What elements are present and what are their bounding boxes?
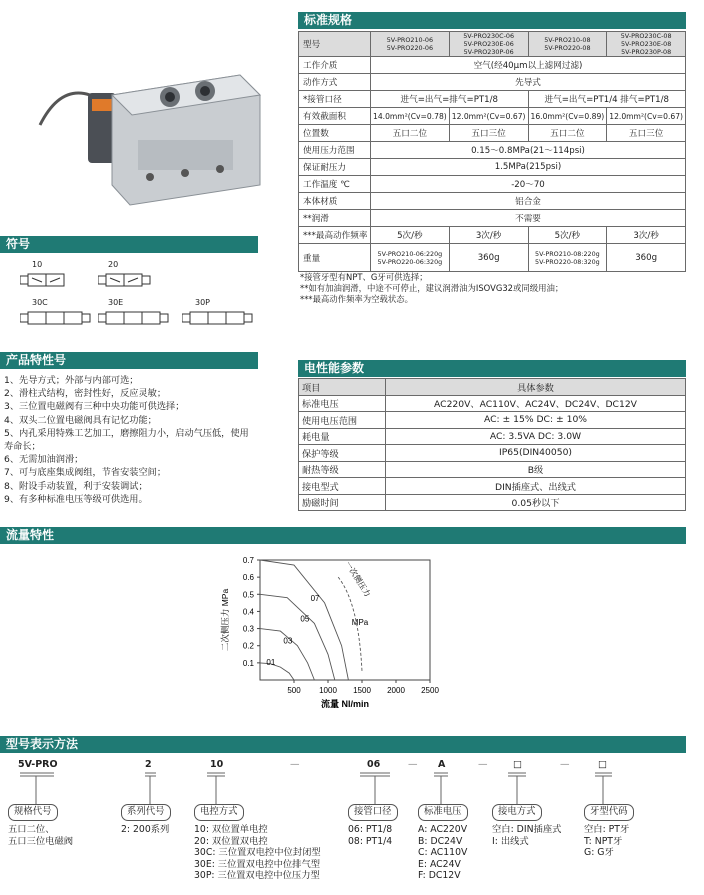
symbol-label: 30E <box>108 298 124 307</box>
electrical-title-bar: 电性能参数 <box>298 360 686 377</box>
model-desc-voltage: A: AC220V B: DC24V C: AC110V E: AC24V F: DC12V <box>418 824 468 882</box>
electrical-table: 项目 具体参数 标准电压 AC220V、AC110V、AC24V、DC24V、DC12V 使用电压范围 AC: ± 15% DC: ± 10% 耗电量 AC: 3.5VA DC: 3.0W 保护等级 IP65(DIN40050) 耐热等级 B级 接电型式 DIN插座式、出线式 励磁时间 0.05秒以下 <box>298 378 686 511</box>
feature-item: 2、滑柱式结构，密封性好，反应灵敏； <box>4 388 167 400</box>
spec-row-lube: **润滑 不需要 <box>299 210 686 227</box>
model-desc-wiring: 空白: DIN插座式 I: 出线式 <box>492 824 562 847</box>
specs-table <box>298 31 686 272</box>
model-desc-control: 10: 双位置单电控 20: 双位置双电控 30C: 三位置双电控中位封闭型 30E: 三位置双电控中位排气型 30P: 三位置双电控中位压力型 <box>194 824 321 882</box>
feature-item: 7、可与底座集成阀组，节省安装空间； <box>4 467 167 479</box>
y-tick-label: 0.2 <box>242 641 254 651</box>
valve-symbol-icon <box>98 270 164 292</box>
model-col-1: 5V-PRO210-06 5V-PRO220-06 <box>371 32 450 57</box>
symbols-title-bar: 符号 <box>0 236 258 253</box>
model-dash: — <box>560 759 570 770</box>
x-tick-label: 2500 <box>421 686 439 695</box>
symbols-panel <box>10 258 260 338</box>
series-label-01: 01 <box>266 658 276 668</box>
elec-row: 保护等级 IP65(DIN40050) <box>299 445 686 462</box>
model-col-4: 5V-PRO230C-08 5V-PRO230E-08 5V-PRO230P-08 <box>607 32 686 57</box>
flow-title-bar: 流量特性 <box>0 527 686 544</box>
x-tick-label: 1500 <box>353 686 371 695</box>
y-tick-label: 0.7 <box>242 556 254 565</box>
specs-header-label: 型号 <box>299 32 371 57</box>
x-tick-label: 500 <box>287 686 301 695</box>
spec-row-temp: 工作温度 ℃ -20～70 <box>299 176 686 193</box>
series-label-05: 05 <box>300 614 310 624</box>
model-desc-series: 2: 200系列 <box>121 824 170 835</box>
spec-row-pressure: 使用压力范围 0.15～0.8MPa(21～114psi) <box>299 142 686 159</box>
feature-item: 5、内孔采用特殊工艺加工，磨擦阻力小，启动气压低，使用 <box>4 427 249 439</box>
feature-item: 寿命长； <box>4 441 41 453</box>
model-desc-spec: 五口二位、 五口三位电磁阀 <box>8 824 74 847</box>
spec-row-proof: 保证耐压力 1.5MPa(215psi) <box>299 159 686 176</box>
series-label-07: 07 <box>310 593 320 603</box>
specs-title-bar: 标准规格 <box>298 12 686 29</box>
model-code: 06 <box>367 759 381 770</box>
spec-row-port: *接管口径 进气=出气=排气=PT1/8 进气=出气=PT1/4 排气=PT1/8 <box>299 91 686 108</box>
flow-chart <box>215 550 465 725</box>
model-code: 2 <box>145 759 152 770</box>
model-dash: — <box>478 759 488 770</box>
elec-row: 使用电压范围 AC: ± 15% DC: ± 10% <box>299 412 686 429</box>
x-tick-label: 2000 <box>387 686 405 695</box>
elec-row: 耗电量 AC: 3.5VA DC: 3.0W <box>299 428 686 445</box>
feature-item: 3、三位置电磁阀有三种中央功能可供选择； <box>4 401 185 413</box>
model-code: 10 <box>210 759 224 770</box>
symbol-label: 10 <box>32 260 43 269</box>
spec-row-action: 动作方式 先导式 <box>299 74 686 91</box>
y-tick-label: 0.6 <box>242 573 254 583</box>
series-line-01 <box>260 663 294 680</box>
model-box-voltage: 标准电压 <box>418 804 468 821</box>
elec-row: 耐热等级 B级 <box>299 461 686 478</box>
model-dash: — <box>408 759 418 770</box>
symbol-label: 30C <box>32 298 48 307</box>
valve-symbol-icon <box>182 308 260 330</box>
y-tick-label: 0.1 <box>242 658 254 668</box>
model-desc-port: 06: PT1/8 08: PT1/4 <box>348 824 393 847</box>
spec-row-position: 位置数 五口二位 五口三位 五口二位 五口三位 <box>299 125 686 142</box>
model-code: □ <box>598 759 607 770</box>
feature-item: 1、先导方式；外部与内部可选； <box>4 375 139 386</box>
specs-header-row <box>299 32 686 57</box>
spec-row-area: 有效截面积 14.0mm²(Cv=0.78) 12.0mm²(Cv=0.67) 16.0mm²(Cv=0.89) 12.0mm²(Cv=0.67) <box>299 108 686 125</box>
x-axis-label: 流量 Nl/min <box>320 699 370 709</box>
model-box-thread: 牙型代码 <box>584 804 634 821</box>
model-code: A <box>438 759 446 770</box>
model-title-bar: 型号表示方法 <box>0 736 686 753</box>
feature-item: 6、无需加油润滑； <box>4 454 84 466</box>
model-col-2: 5V-PRO230C-06 5V-PRO230E-06 5V-PRO230P-06 <box>449 32 528 57</box>
model-box-control: 电控方式 <box>194 804 244 821</box>
model-box-spec: 规格代号 <box>8 804 58 821</box>
model-code: 5V-PRO <box>18 759 58 770</box>
elec-row: 励磁时间 0.05秒以下 <box>299 494 686 511</box>
symbol-label: 20 <box>108 260 119 269</box>
y-axis-label: 二次侧压力 MPa <box>220 588 230 652</box>
features-list <box>4 374 249 506</box>
feature-item: 9、有多种标准电压等级可供选用。 <box>4 493 148 505</box>
valve-symbol-icon <box>20 270 80 292</box>
model-desc-thread: 空白: PT牙 T: NPT牙 G: G牙 <box>584 824 630 859</box>
model-box-wiring: 接电方式 <box>492 804 542 821</box>
valve-product-image <box>20 55 280 220</box>
valve-symbol-icon <box>20 308 98 330</box>
model-box-series: 系列代号 <box>121 804 171 821</box>
spec-row-medium: 工作介质 空气(经40μm以上滤网过滤) <box>299 57 686 74</box>
model-code: □ <box>513 759 522 770</box>
annotation-unit: MPa <box>351 618 369 628</box>
valve-symbol-icon <box>98 308 176 330</box>
spec-row-freq: ***最高动作频率 5次/秒 3次/秒 5次/秒 3次/秒 <box>299 227 686 244</box>
model-code: — <box>290 759 300 770</box>
model-col-3: 5V-PRO210-08 5V-PRO220-08 <box>528 32 607 57</box>
model-diagram <box>0 755 704 895</box>
feature-item: 4、双头二位置电磁阀具有记忆功能； <box>4 414 157 426</box>
model-box-port: 接管口径 <box>348 804 398 821</box>
features-title-bar: 产品特性号 <box>0 352 258 369</box>
y-tick-label: 0.3 <box>242 624 254 634</box>
y-tick-label: 0.5 <box>242 590 254 600</box>
series-label-03: 03 <box>283 636 293 646</box>
model-connector-lines <box>0 771 704 806</box>
elec-row: 标准电压 AC220V、AC110V、AC24V、DC24V、DC12V <box>299 395 686 412</box>
symbol-label: 30P <box>195 298 211 307</box>
elec-row: 接电型式 DIN插座式、出线式 <box>299 478 686 495</box>
spec-row-material: 本体材质 铝合金 <box>299 193 686 210</box>
x-tick-label: 1000 <box>319 686 337 695</box>
annotation-label: 一次侧压力 <box>343 559 373 599</box>
y-tick-label: 0.4 <box>242 607 254 617</box>
spec-row-weight: 重量 5V-PRO210-06:220g 5V-PRO220-06:320g 360g 5V-PRO210-08:220g 5V-PRO220-08:320g 360g <box>299 244 686 272</box>
feature-item: 8、附设手动装置，利于安装调试； <box>4 480 148 492</box>
specs-notes: *接管牙型有NPT、G牙可供选择； **如有加油润滑，中途不可停止，建议润滑油为ISOVG32或同级用油； ***最高动作频率为空载状态。 <box>300 272 564 304</box>
